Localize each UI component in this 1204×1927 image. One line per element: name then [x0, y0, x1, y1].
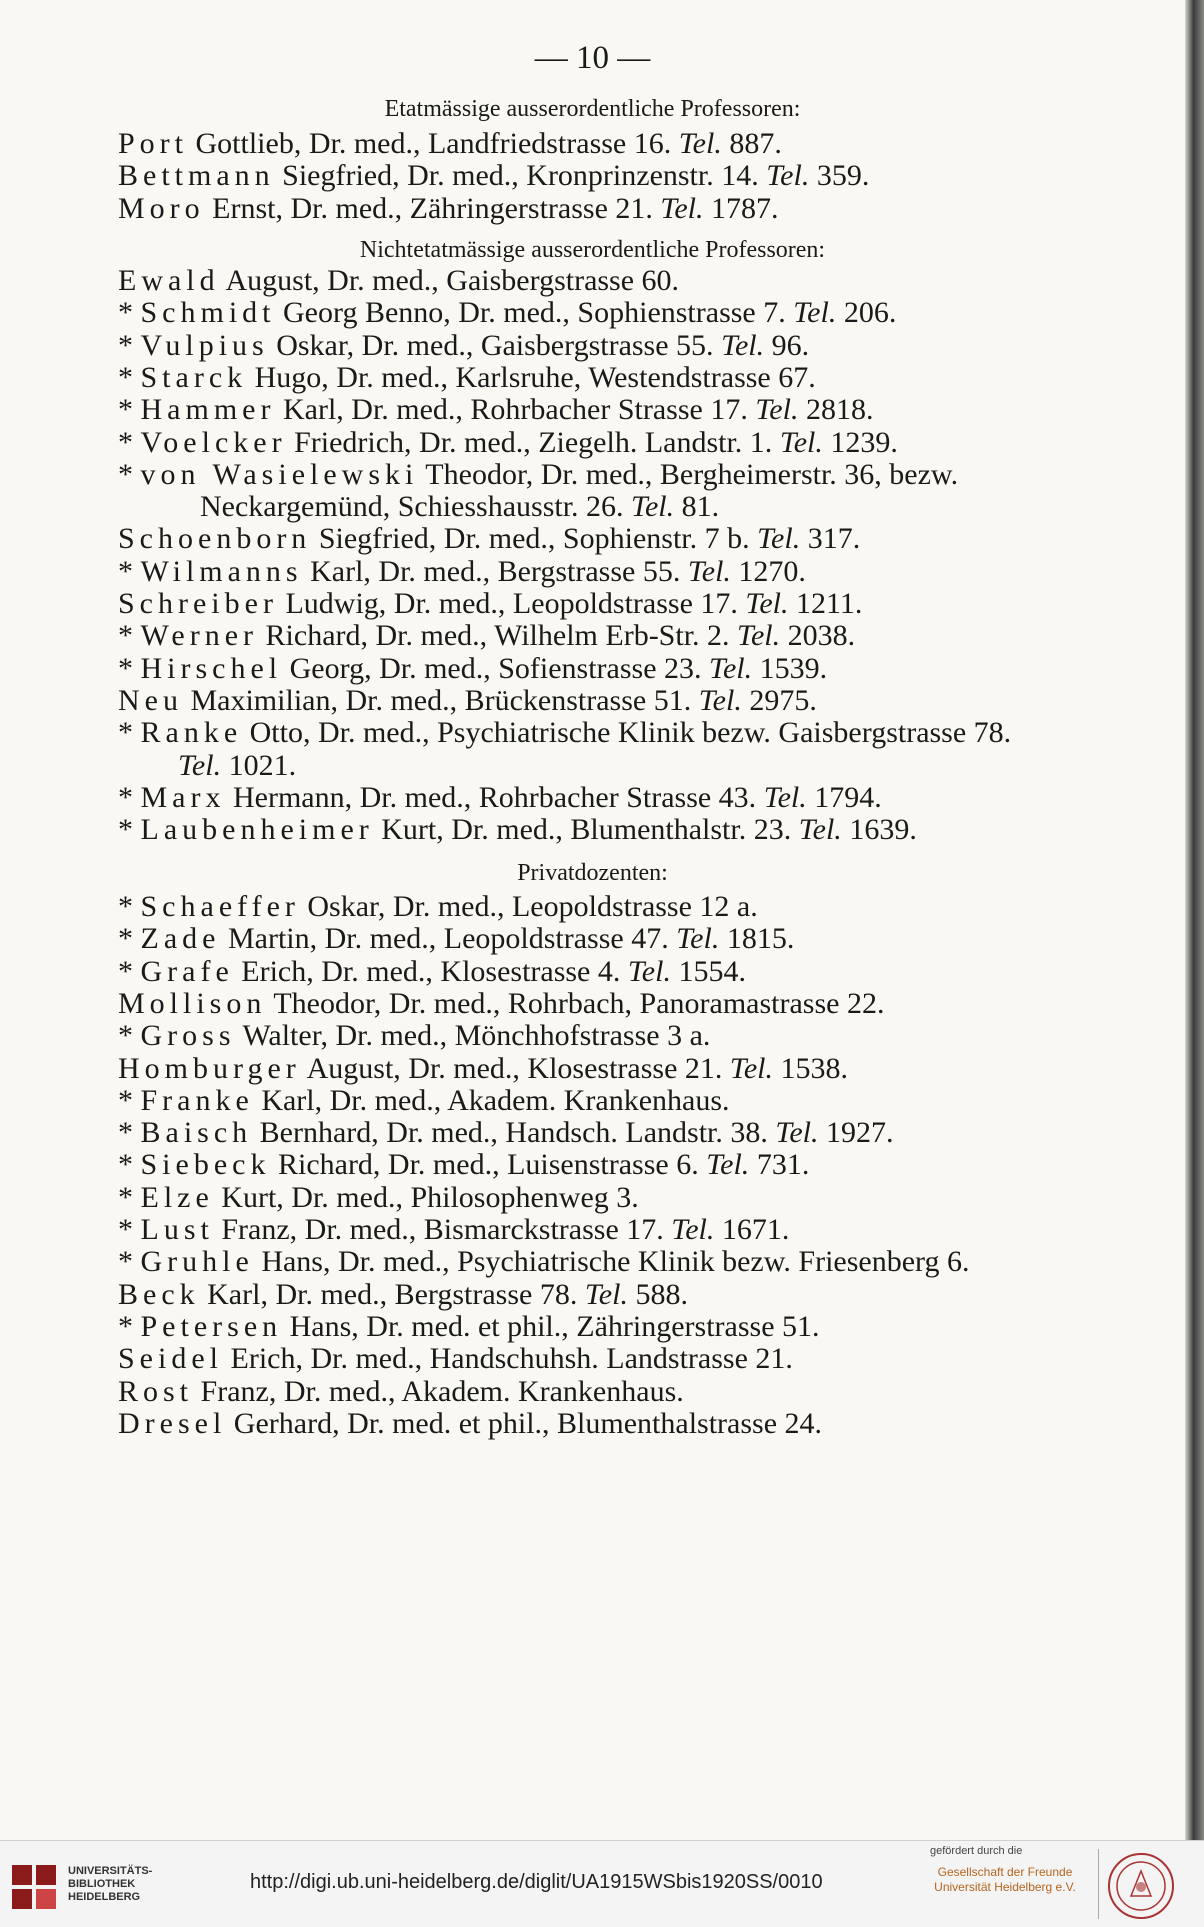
entry-tel-number: 1794.: [806, 781, 882, 814]
entry-name: Franke: [140, 1084, 254, 1117]
entry-tel-label: Tel.: [687, 555, 731, 588]
directory-entry: [118, 555, 806, 589]
entry-star: *: [118, 1181, 141, 1214]
entry-name: Ranke: [140, 716, 243, 749]
entry-tel-label: Tel.: [757, 522, 801, 555]
entry-tel-label: Tel.: [763, 781, 807, 814]
entry-tel-number: 1538.: [773, 1052, 848, 1085]
entry-name: Voelcker: [140, 426, 287, 459]
entry-star: *: [118, 1019, 141, 1052]
directory-entry: [118, 1052, 848, 1086]
entry-star: *: [118, 716, 141, 749]
entry-name: Elze: [140, 1181, 214, 1214]
entry-tel-number: 1239.: [822, 426, 898, 459]
entry-star: *: [118, 296, 141, 329]
entry-details: Oskar, Dr. med., Leopoldstrasse 12 a.: [299, 890, 758, 923]
entry-name: Hammer: [140, 393, 276, 426]
entry-tel-number: 1787.: [703, 192, 779, 225]
directory-entry: [118, 522, 860, 556]
entry-name: Marx: [140, 781, 226, 814]
entry-details: Siegfried, Dr. med., Kronprinzenstr. 14.: [274, 159, 767, 192]
entry-star: *: [118, 890, 141, 923]
entry-name: Bettmann: [118, 159, 275, 192]
entry-details: Georg, Dr. med., Sofienstrasse 23.: [282, 652, 710, 685]
directory-entry: [118, 192, 779, 226]
entry-name: Gruhle: [140, 1245, 254, 1278]
entry-tel-label: Tel.: [779, 426, 823, 459]
entry-tel-label: Tel.: [660, 192, 704, 225]
entry-details: Theodor, Dr. med., Rohrbach, Panoramastrasse 22.: [266, 987, 885, 1020]
entry-star: *: [118, 361, 141, 394]
entry-name: Seidel: [118, 1342, 223, 1375]
entry-star: *: [118, 555, 141, 588]
entry-tel-number: 317.: [800, 522, 861, 555]
entry-name: Neu: [118, 684, 183, 717]
entry-tel-label: Tel.: [775, 1116, 819, 1149]
entry-star: *: [118, 1310, 141, 1343]
entry-tel-label: Tel.: [627, 955, 671, 988]
entry-details: Hermann, Dr. med., Rohrbacher Strasse 43.: [225, 781, 764, 814]
entry-tel-label: Tel.: [678, 127, 722, 160]
entry-name: Lust: [140, 1213, 214, 1246]
entry-details: Richard, Dr. med., Wilhelm Erb-Str. 2.: [258, 619, 738, 652]
section-heading: Nichtetatmässige ausserordentliche Professoren:: [359, 237, 826, 263]
entry-star: *: [118, 426, 141, 459]
entry-star: *: [118, 652, 141, 685]
directory-entry: [118, 922, 794, 956]
entry-tel-label: Tel.: [706, 1148, 750, 1181]
entry-tel-number: 81.: [674, 490, 720, 523]
entry-details: August, Dr. med., Klosestrasse 21.: [300, 1052, 730, 1085]
university-seal-icon: [1106, 1851, 1176, 1921]
entry-tel-label: Tel.: [698, 684, 742, 717]
directory-entry: [118, 127, 782, 161]
directory-entry: [118, 1407, 822, 1441]
entry-name: Laubenheimer: [140, 813, 374, 846]
entry-name: Hirschel: [140, 652, 283, 685]
section-heading: Privatdozenten:: [517, 860, 668, 886]
directory-entry: [118, 587, 862, 621]
library-logo-icon: [10, 1863, 60, 1913]
entry-name: Rost: [118, 1375, 194, 1408]
directory-entry: [118, 1116, 893, 1150]
directory-entry: [118, 296, 896, 330]
directory-entry: [118, 619, 855, 653]
entry-details: Martin, Dr. med., Leopoldstrasse 47.: [220, 922, 677, 955]
entry-name: Siebeck: [140, 1148, 271, 1181]
entry-details: Erich, Dr. med., Klosestrasse 4.: [233, 955, 628, 988]
directory-entry: [118, 458, 958, 492]
directory-entry: [118, 329, 809, 363]
entry-tel-number: 1211.: [788, 587, 863, 620]
entry-details: August, Dr. med., Gaisbergstrasse 60.: [219, 264, 680, 297]
entry-name: Werner: [140, 619, 259, 652]
directory-entry: [118, 264, 679, 298]
entry-tel-label: Tel.: [737, 619, 781, 652]
entry-tel-number: 1021.: [221, 749, 297, 782]
entry-details: Franz, Dr. med., Akadem. Krankenhaus.: [193, 1375, 684, 1408]
entry-details: Siegfried, Dr. med., Sophienstr. 7 b.: [311, 522, 758, 555]
directory-entry: [118, 1342, 793, 1376]
entry-name: Grafe: [140, 955, 234, 988]
entry-details: Neckargemünd, Schiesshausstr. 26.: [200, 490, 632, 523]
entry-tel-number: 731.: [749, 1148, 810, 1181]
entry-tel-number: 1927.: [818, 1116, 894, 1149]
entry-star: *: [118, 1213, 141, 1246]
entry-tel-label: Tel.: [766, 159, 810, 192]
entry-details: Hans, Dr. med., Psychiatrische Klinik bezw. Friesenberg 6.: [253, 1245, 970, 1278]
page-number: — 10 —: [534, 40, 651, 76]
entry-details: Georg Benno, Dr. med., Sophienstrasse 7.: [275, 296, 794, 329]
directory-entry: [118, 1310, 820, 1344]
entry-tel-number: 206.: [836, 296, 897, 329]
entry-tel-number: 1270.: [730, 555, 806, 588]
entry-details: Maximilian, Dr. med., Brückenstrasse 51.: [182, 684, 699, 717]
entry-star: *: [118, 619, 141, 652]
entry-star: *: [118, 955, 141, 988]
directory-entry: [118, 1213, 789, 1247]
entry-name: Starck: [140, 361, 248, 394]
entry-star: *: [118, 1116, 141, 1149]
directory-entry: [118, 1278, 688, 1312]
entry-tel-number: 1554.: [670, 955, 746, 988]
entry-tel-label: Tel.: [676, 922, 720, 955]
directory-entry: [118, 716, 1011, 750]
entry-name: Petersen: [140, 1310, 283, 1343]
entry-tel-label: Tel.: [631, 490, 675, 523]
entry-tel-number: 2818.: [798, 393, 874, 426]
entry-details: Ludwig, Dr. med., Leopoldstrasse 17.: [277, 587, 746, 620]
entry-tel-number: 96.: [764, 329, 810, 362]
entry-star: *: [118, 922, 141, 955]
footer-bar: [0, 1840, 1204, 1927]
directory-entry: [118, 813, 917, 847]
footer-divider: [1098, 1849, 1099, 1919]
entry-details: Richard, Dr. med., Luisenstrasse 6.: [270, 1148, 707, 1181]
directory-entry: [118, 1181, 639, 1215]
sponsor-name: Gesellschaft der Freunde Universität Heidelberg e.V.: [934, 1865, 1076, 1894]
directory-entry: [118, 159, 869, 193]
entry-tel-label: Tel.: [729, 1052, 773, 1085]
directory-entry: [118, 987, 884, 1021]
directory-entry: [118, 361, 816, 395]
directory-entry: [118, 1375, 684, 1409]
entry-details: Erich, Dr. med., Handschuhsh. Landstrasse 21.: [223, 1342, 793, 1375]
entry-tel-label: Tel.: [178, 749, 222, 782]
entry-details: Karl, Dr. med., Bergstrasse 78.: [199, 1278, 585, 1311]
entry-tel-label: Tel.: [584, 1278, 628, 1311]
directory-entry: [118, 1245, 970, 1279]
entry-details: Karl, Dr. med., Akadem. Krankenhaus.: [253, 1084, 730, 1117]
book-edge: [1185, 0, 1204, 1840]
entry-details: Franz, Dr. med., Bismarckstrasse 17.: [213, 1213, 672, 1246]
section-heading: Etatmässige ausserordentliche Professoren:: [384, 96, 801, 122]
entry-name: Moro: [118, 192, 205, 225]
entry-details: Theodor, Dr. med., Bergheimerstr. 36, bezw.: [418, 458, 959, 491]
entry-name: Zade: [140, 922, 221, 955]
entry-tel-label: Tel.: [798, 813, 842, 846]
entry-tel-label: Tel.: [721, 329, 765, 362]
entry-tel-number: 2038.: [780, 619, 856, 652]
entry-name: von Wasielewski: [140, 458, 419, 491]
directory-entry: [118, 1084, 730, 1118]
entry-tel-number: 1815.: [719, 922, 795, 955]
entry-star: *: [118, 329, 141, 362]
directory-entry: [178, 749, 296, 783]
entry-tel-label: Tel.: [745, 587, 789, 620]
directory-entry: [118, 684, 817, 718]
entry-name: Baisch: [140, 1116, 253, 1149]
entry-details: Hugo, Dr. med., Karlsruhe, Westendstrasse 67.: [247, 361, 816, 394]
entry-name: Beck: [118, 1278, 200, 1311]
entry-star: *: [118, 813, 141, 846]
entry-details: Friedrich, Dr. med., Ziegelh. Landstr. 1.: [286, 426, 780, 459]
entry-tel-number: 588.: [627, 1278, 688, 1311]
directory-entry: [118, 652, 827, 686]
entry-tel-number: 1539.: [752, 652, 828, 685]
entry-details: Bernhard, Dr. med., Handsch. Landstr. 38.: [252, 1116, 776, 1149]
entry-tel-label: Tel.: [793, 296, 837, 329]
entry-star: *: [118, 1084, 141, 1117]
entry-name: Gross: [140, 1019, 236, 1052]
entry-star: *: [118, 1245, 141, 1278]
directory-entry: [200, 490, 719, 524]
entry-star: *: [118, 393, 141, 426]
entry-details: Hans, Dr. med. et phil., Zähringerstrasse 51.: [282, 1310, 820, 1343]
entry-details: Ernst, Dr. med., Zähringerstrasse 21.: [204, 192, 661, 225]
entry-tel-number: 887.: [721, 127, 782, 160]
entry-name: Homburger: [118, 1052, 301, 1085]
entry-tel-label: Tel.: [709, 652, 753, 685]
entry-details: Oskar, Dr. med., Gaisbergstrasse 55.: [268, 329, 722, 362]
entry-tel-number: 1671.: [714, 1213, 790, 1246]
sponsor-label: gefördert durch die: [930, 1845, 1023, 1857]
entry-details: Karl, Dr. med., Bergstrasse 55.: [302, 555, 688, 588]
entry-details: Gottlieb, Dr. med., Landfriedstrasse 16.: [188, 127, 679, 160]
entry-name: Schaeffer: [140, 890, 300, 923]
entry-name: Schreiber: [118, 587, 278, 620]
entry-details: Gerhard, Dr. med. et phil., Blumenthalstrasse 24.: [226, 1407, 823, 1440]
entry-name: Wilmanns: [140, 555, 303, 588]
entry-name: Port: [118, 127, 189, 160]
entry-name: Vulpius: [140, 329, 269, 362]
entry-star: *: [118, 458, 141, 491]
entry-name: Mollison: [118, 987, 267, 1020]
directory-entry: [118, 1148, 809, 1182]
entry-name: Ewald: [118, 264, 220, 297]
entry-tel-number: 1639.: [841, 813, 917, 846]
entry-details: Walter, Dr. med., Mönchhofstrasse 3 a.: [235, 1019, 711, 1052]
entry-tel-label: Tel.: [755, 393, 799, 426]
library-name: UNIVERSITÄTS- BIBLIOTHEK HEIDELBERG: [68, 1865, 153, 1903]
directory-entry: [118, 426, 898, 460]
directory-entry: [118, 1019, 710, 1053]
entry-tel-label: Tel.: [671, 1213, 715, 1246]
entry-tel-number: 2975.: [741, 684, 817, 717]
directory-entry: [118, 955, 746, 989]
directory-entry: [118, 781, 882, 815]
entry-name: Schoenborn: [118, 522, 312, 555]
entry-tel-number: 359.: [809, 159, 870, 192]
document-url-link[interactable]: http://digi.ub.uni-heidelberg.de/diglit/UA1915WSbis1920SS/0010: [250, 1871, 823, 1893]
entry-details: Otto, Dr. med., Psychiatrische Klinik bezw. Gaisbergstrasse 78.: [242, 716, 1012, 749]
directory-entry: [118, 890, 758, 924]
entry-details: Karl, Dr. med., Rohrbacher Strasse 17.: [275, 393, 756, 426]
entry-name: Schmidt: [140, 296, 276, 329]
entry-name: Dresel: [118, 1407, 227, 1440]
entry-details: Kurt, Dr. med., Blumenthalstr. 23.: [373, 813, 799, 846]
directory-entry: [118, 393, 873, 427]
entry-star: *: [118, 781, 141, 814]
entry-details: Kurt, Dr. med., Philosophenweg 3.: [213, 1181, 639, 1214]
entry-star: *: [118, 1148, 141, 1181]
